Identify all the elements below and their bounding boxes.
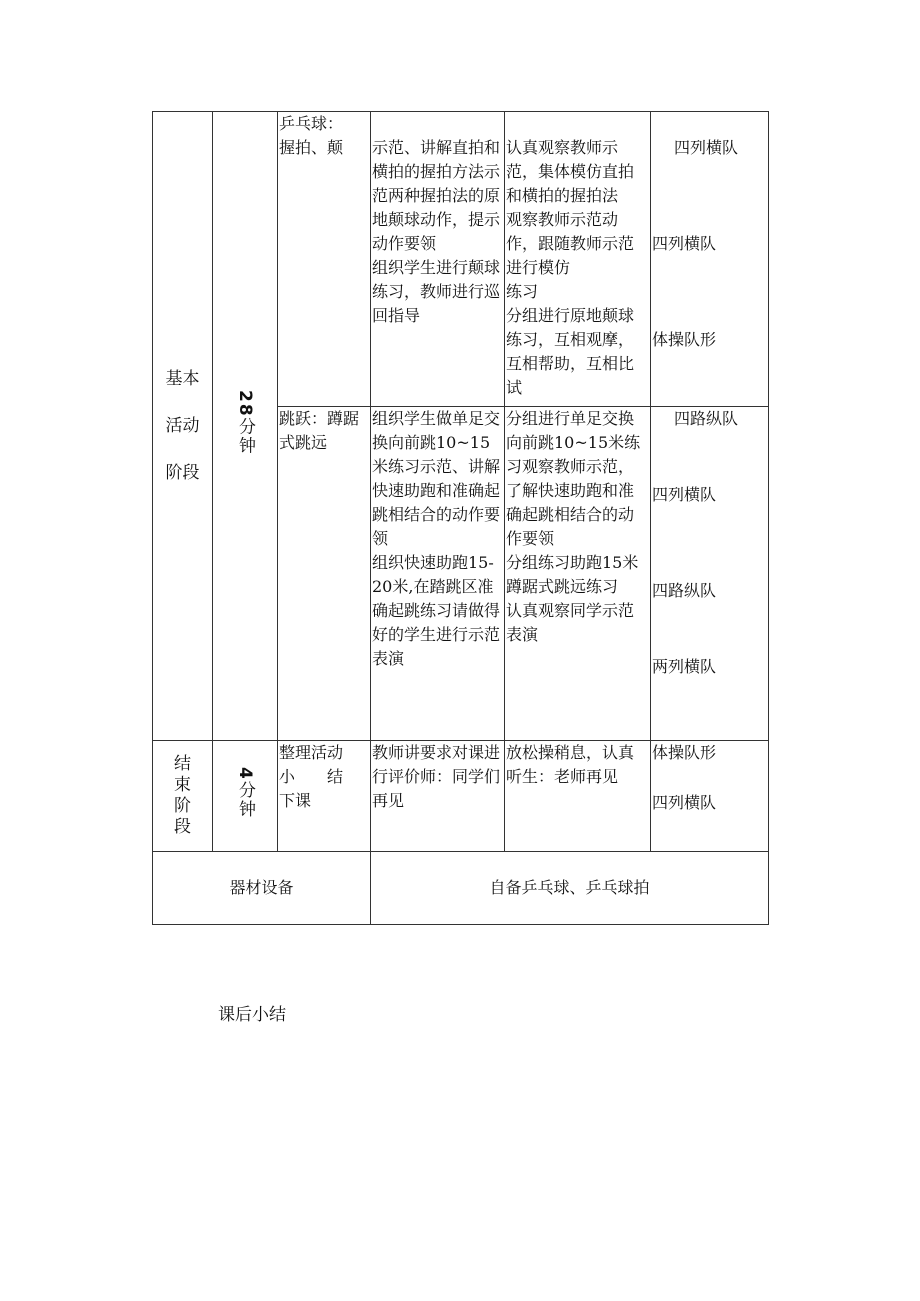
jump-student-activity: 分组进行单足交换向前跳10~15米练习观察教师示范，了解快速助跑和准确起跳相结合的动作要领 分组练习助跑15米蹲踞式跳远练习 认真观察同学示范表演 <box>506 409 641 644</box>
basic-duration-unit: 分钟 <box>235 417 255 456</box>
end-org-1: 体操队形 <box>652 743 717 762</box>
pingpong-teacher-cell <box>371 112 505 407</box>
jump-item-cell <box>278 407 371 741</box>
equipment-value: 自备乒乓球、乒乓球拍 <box>489 878 650 897</box>
end-org-2: 四列横队 <box>652 793 717 812</box>
basic-duration-cell <box>213 112 278 741</box>
pingpong-row <box>153 112 769 407</box>
jump-org-2: 四列横队 <box>652 485 717 504</box>
jump-teacher-cell <box>371 407 505 741</box>
end-duration-number: 4 <box>235 766 255 781</box>
equipment-label: 器材设备 <box>229 878 294 897</box>
jump-organization-cell <box>651 407 769 741</box>
pingpong-org-2: 四列横队 <box>652 234 717 253</box>
pingpong-org-1: 四列横队 <box>674 138 739 157</box>
end-duration-cell <box>213 741 278 852</box>
end-stage-label: 结束阶段 <box>174 753 191 837</box>
after-class-summary-heading: 课后小结 <box>218 1005 286 1025</box>
jump-org-3: 四路纵队 <box>652 581 717 600</box>
end-student-cell <box>505 741 651 852</box>
pingpong-student-cell <box>505 112 651 407</box>
end-teacher-cell <box>371 741 505 852</box>
pingpong-item-cell <box>278 112 371 407</box>
jump-teacher-activity: 组织学生做单足交换向前跳10~15米练习示范、讲解快速助跑和准确起跳相结合的动作要领 组织快速助跑15-20米,在踏跳区准确起跳练习请做得好的学生进行示范表演 <box>372 409 501 668</box>
pingpong-student-activity: 认真观察教师示范，集体模仿直拍和横拍的握拍法 观察教师示范动作，跟随教师示范进行模仿 练习 分组进行原地颠球练习，互相观摩，互相帮助，互相比试 <box>506 138 635 397</box>
lesson-plan-table <box>152 111 769 925</box>
basic-stage-cell <box>153 112 213 741</box>
end-item: 整理活动 小 结 下课 <box>279 743 344 810</box>
end-stage-cell <box>153 741 213 852</box>
equipment-label-cell <box>153 852 371 925</box>
pingpong-teacher-activity: 示范、讲解直拍和横拍的握拍方法示范两种握拍法的原地颠球动作，提示动作要领 组织学生进行颠球练习，教师进行巡回指导 <box>372 138 501 325</box>
end-item-cell <box>278 741 371 852</box>
end-duration <box>236 767 254 819</box>
pingpong-organization-cell <box>651 112 769 407</box>
end-row <box>153 741 769 852</box>
end-teacher-activity: 教师讲要求对课进行评价师：同学们再见 <box>372 743 501 810</box>
basic-duration <box>236 390 254 456</box>
equipment-value-cell <box>371 852 769 925</box>
jump-student-cell <box>505 407 651 741</box>
end-duration-unit: 分钟 <box>235 780 255 819</box>
equipment-row <box>153 852 769 925</box>
jump-org-1: 四路纵队 <box>674 409 739 428</box>
basic-duration-number: 28 <box>235 389 255 418</box>
pingpong-org-3: 体操队形 <box>652 330 717 349</box>
pingpong-item: 乒乓球： 握拍、颠 <box>279 114 344 157</box>
end-student-activity: 放松操稍息，认真听生：老师再见 <box>506 743 635 786</box>
jump-item: 跳跃：蹲踞式跳远 <box>279 409 360 452</box>
basic-stage-label: 基本 活动 阶段 <box>165 368 200 483</box>
jump-org-4: 两列横队 <box>652 657 717 676</box>
end-organization-cell <box>651 741 769 852</box>
